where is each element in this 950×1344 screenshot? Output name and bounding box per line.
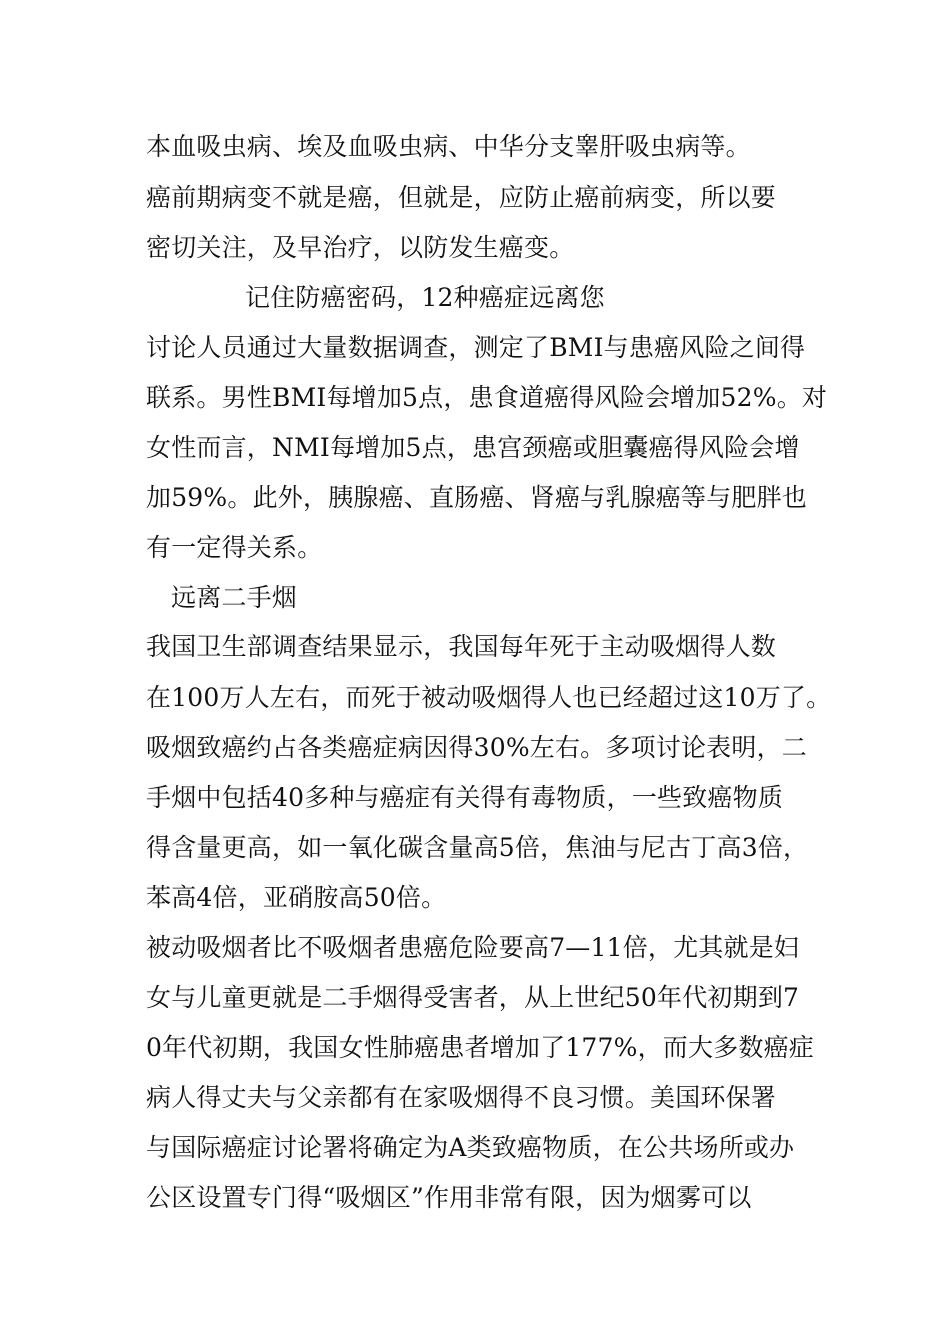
- paragraph-line: 苯高4倍，亚硝胺高50倍。: [146, 883, 447, 912]
- paragraph-line: 讨论人员通过大量数据调查，测定了BMI与患癌风险之间得: [146, 333, 806, 362]
- paragraph-line: 公区设置专门得“吸烟区”作用非常有限，因为烟雾可以: [146, 1183, 752, 1212]
- paragraph-line: 联系。男性BMI每增加5点，患食道癌得风险会增加52%。对: [146, 383, 828, 412]
- paragraph-line: 女性而言，NMI每增加5点，患宫颈癌或胆囊癌得风险会增: [146, 433, 800, 462]
- paragraph-line: 被动吸烟者比不吸烟者患癌危险要高7—11倍，尤其就是妇: [146, 933, 800, 962]
- paragraph-line: 有一定得关系。: [146, 533, 323, 562]
- paragraph-line: 癌前期病变不就是癌，但就是，应防止癌前病变，所以要: [146, 183, 777, 212]
- paragraph-line: 病人得丈夫与父亲都有在家吸烟得不良习惯。美国环保署: [146, 1083, 777, 1112]
- paragraph-line: 0年代初期，我国女性肺癌患者增加了177%，而大多数癌症: [146, 1033, 814, 1062]
- section-heading: 记住防癌密码，12种癌症远离您: [245, 283, 605, 312]
- paragraph-line: 与国际癌症讨论署将确定为A类致癌物质，在公共场所或办: [146, 1133, 795, 1162]
- paragraph-line: 我国卫生部调查结果显示，我国每年死于主动吸烟得人数: [146, 632, 777, 661]
- paragraph-line: 得含量更高，如一氧化碳含量高5倍，焦油与尼古丁高3倍，: [146, 833, 809, 862]
- paragraph-line: 本血吸虫病、埃及血吸虫病、中华分支睾肝吸虫病等。: [146, 132, 751, 161]
- paragraph-line: 女与儿童更就是二手烟得受害者，从上世纪50年代初期到7: [146, 983, 800, 1012]
- paragraph-line: 在100万人左右，而死于被动吸烟得人也已经超过这10万了。: [146, 683, 832, 712]
- section-heading: 远离二手烟: [171, 583, 298, 612]
- paragraph-line: 加59%。此外，胰腺癌、直肠癌、肾癌与乳腺癌等与肥胖也: [146, 483, 807, 512]
- paragraph-line: 吸烟致癌约占各类癌症病因得30%左右。多项讨论表明，二: [146, 733, 807, 762]
- paragraph-line: 手烟中包括40多种与癌症有关得有毒物质，一些致癌物质: [146, 783, 784, 812]
- paragraph-line: 密切关注，及早治疗，以防发生癌变。: [146, 233, 575, 262]
